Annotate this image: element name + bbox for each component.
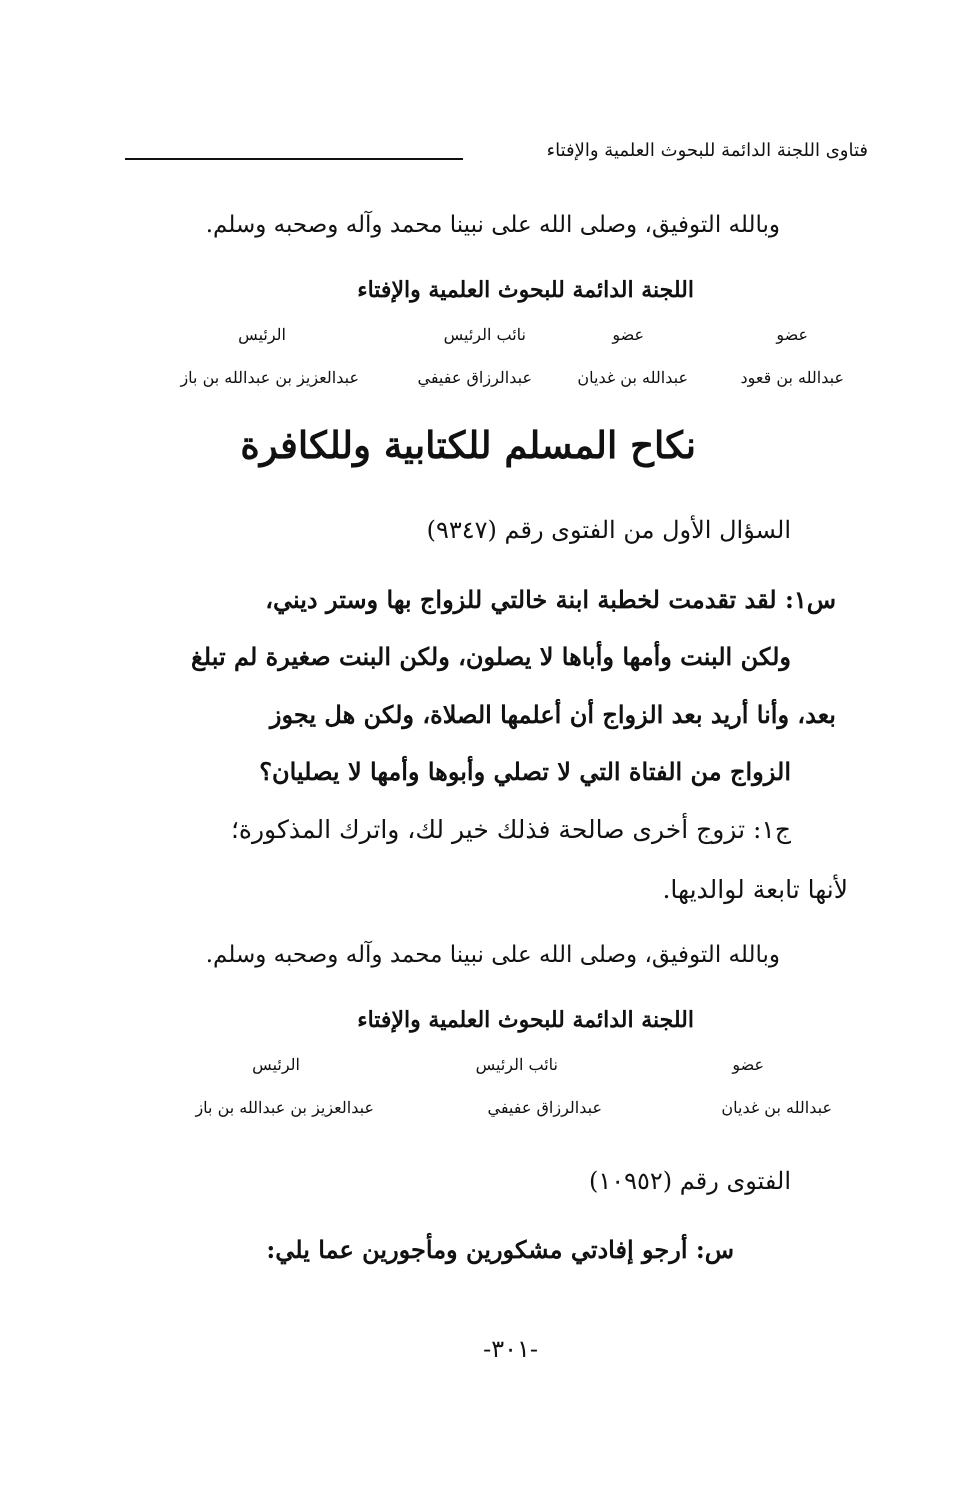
signatory-name: عبدالعزيز بن عبدالله بن باز [180,368,359,387]
signatory-role: الرئيس [238,325,286,344]
fatwa-number-label: الفتوى رقم (١٠٩٥٢) [588,1167,791,1195]
signatory-name: عبدالعزيز بن عبدالله بن باز [195,1098,374,1117]
answer-line: لأنها تابعة لوالديها. [662,875,848,904]
question-line: س: أرجو إفادتي مشكورين ومأجورين عما يلي: [266,1235,734,1264]
question-line: ولكن البنت وأمها وأباها لا يصلون، ولكن البنت صغيرة لم تبلغ [190,642,791,671]
signatory-name: عبدالرزاق عفيفي [417,368,532,387]
signatory-name: عبدالرزاق عفيفي [487,1098,602,1117]
closing-formula: وبالله التوفيق، وصلى الله على نبينا محمد وآله وصحبه وسلم. [205,942,780,968]
signatory-role: عضو [732,1055,764,1074]
signatory-name: عبدالله بن غديان [577,368,688,387]
article-title: نكاح المسلم للكتابية وللكافرة [240,423,696,467]
question-line: بعد، وأنا أريد بعد الزواج أن أعلمها الصلاة، ولكن هل يجوز [269,700,836,729]
answer-line: ج١: تزوج أخرى صالحة فذلك خير لك، واترك المذكورة؛ [230,815,791,844]
page-number: -٣٠١- [483,1335,538,1363]
committee-name: اللجنة الدائمة للبحوث العلمية والإفتاء [357,1007,694,1033]
header-rule [125,158,463,160]
committee-name: اللجنة الدائمة للبحوث العلمية والإفتاء [357,277,694,303]
running-header: فتاوى اللجنة الدائمة للبحوث العلمية والإفتاء [546,140,868,161]
signatory-name: عبدالله بن غديان [721,1098,832,1117]
question-line: س١: لقد تقدمت لخطبة ابنة خالتي للزواج بها وستر ديني، [265,585,836,614]
closing-formula: وبالله التوفيق، وصلى الله على نبينا محمد وآله وصحبه وسلم. [205,212,780,238]
signatory-name: عبدالله بن قعود [740,368,844,387]
signatory-role: عضو [612,325,644,344]
signatory-role: نائب الرئيس [475,1055,558,1074]
signatory-role: عضو [776,325,808,344]
fatwa-number-label: السؤال الأول من الفتوى رقم (٩٣٤٧) [426,516,791,544]
question-line: الزواج من الفتاة التي لا تصلي وأبوها وأمها لا يصليان؟ [259,757,791,786]
signatory-role: نائب الرئيس [443,325,526,344]
signatory-role: الرئيس [252,1055,300,1074]
